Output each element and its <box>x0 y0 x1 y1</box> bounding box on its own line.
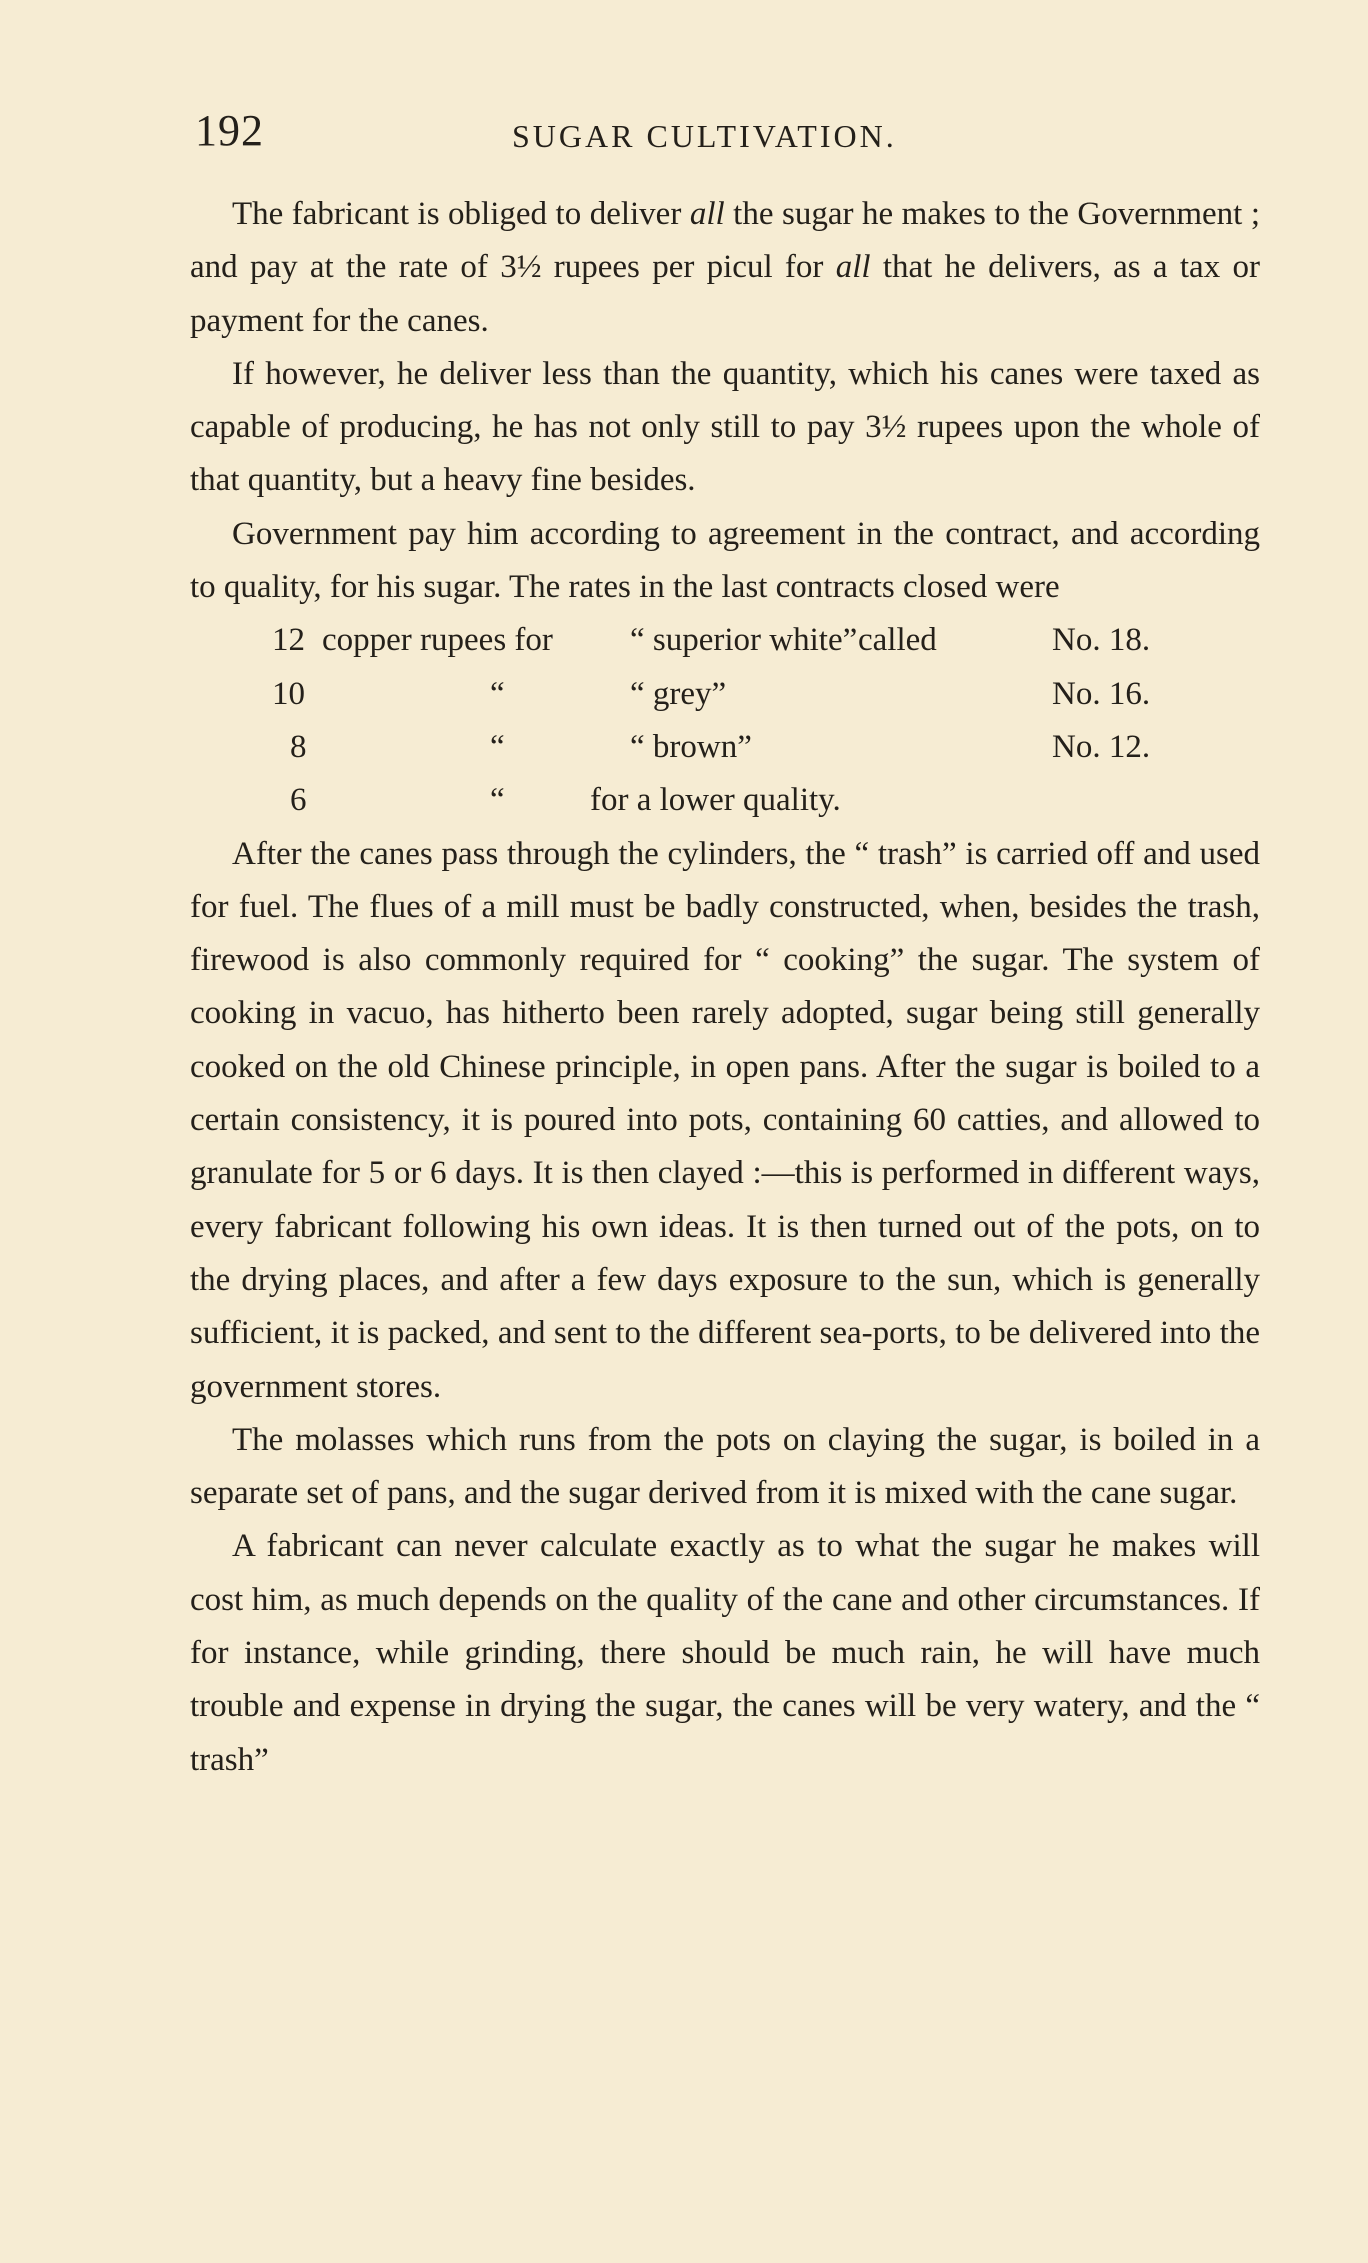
paragraph-text: The fabricant is obliged to deliver <box>232 196 690 232</box>
paragraph: The molasses which runs from the pots on claying the sugar, is boiled in a separate set of pans, and the sugar derived from it is mixed with the cane sugar. <box>190 1421 1260 1512</box>
running-title: SUGAR CULTIVATION. <box>512 118 897 154</box>
rate-quality: “ brown” <box>630 728 752 765</box>
rate-row <box>190 774 1260 827</box>
rate-amount: 8 <box>290 728 307 765</box>
paragraph-text: that he delivers, as a tax or payment for the canes. <box>190 249 1260 339</box>
rates-table <box>190 614 1260 827</box>
page-header <box>190 105 1260 165</box>
rate-number: No. 16. <box>1052 675 1151 712</box>
page-number: 192 <box>195 106 264 155</box>
rate-quality: for a lower quality. <box>590 782 841 819</box>
rate-row <box>190 614 1260 667</box>
body-text <box>190 188 1260 1787</box>
rate-row <box>190 668 1260 721</box>
paragraph: After the canes pass through the cylinders, the “ trash” is carried off and used for fuel. The flues of a mill must be badly constructed, when, besides the trash, firewood is also commonly required for “ cooking” the sugar. The system of cooking in vacuo, has hitherto been rarely adopted, sugar being still generally cooked on the old Chinese principle, in open pans. After the sugar is boiled to a certain consistency, it is poured into pots, containing 60 catties, and allowed to granulate for 5 or 6 days. It is then clayed :—this is performed in different ways, every fabricant following his own ideas. It is then turned out of the pots, on to the drying places, and after a few days exposure to the sun, which is generally sufficient, it is packed, and sent to the different sea-ports, to be delivered into the government stores. <box>190 835 1260 1405</box>
rate-unit: “ <box>490 728 505 765</box>
rate-unit: “ <box>490 782 505 819</box>
emphasis: all <box>689 196 725 232</box>
rate-quality: “ grey” <box>630 675 727 712</box>
emphasis: all <box>835 249 871 286</box>
rate-amount: 12 <box>272 622 305 659</box>
rate-number: No. 18. <box>1052 622 1151 659</box>
rate-quality: “ superior white” <box>630 622 858 659</box>
paragraph-text: the sugar he makes to the Government ; and pay at the rate of 3½ rupees per picul for <box>190 196 1260 286</box>
rate-number: No. 12. <box>1052 728 1151 765</box>
rate-unit: “ <box>490 675 505 712</box>
rate-unit: copper rupees for <box>322 622 553 659</box>
paragraph: A fabricant can never calculate exactly as to what the sugar he makes will cost him, as much depends on the quality of the cane and other circumstances. If for instance, while grinding, there should be much rain, he will have much trouble and expense in drying the sugar, the canes will be very watery, and the “ trash” <box>190 1528 1260 1778</box>
paragraph: If however, he deliver less than the quantity, which his canes were taxed as capable of producing, he has not only still to pay 3½ rupees upon the whole of that quantity, but a heavy fine besides. <box>190 355 1260 499</box>
paragraph <box>190 188 1260 348</box>
rate-row <box>190 721 1260 774</box>
paragraph: Government pay him according to agreement in the contract, and according to quality, for his sugar. The rates in the last contracts closed were <box>190 515 1260 606</box>
rate-called: called <box>858 622 937 659</box>
rate-amount: 6 <box>290 782 307 819</box>
rate-amount: 10 <box>272 675 305 712</box>
